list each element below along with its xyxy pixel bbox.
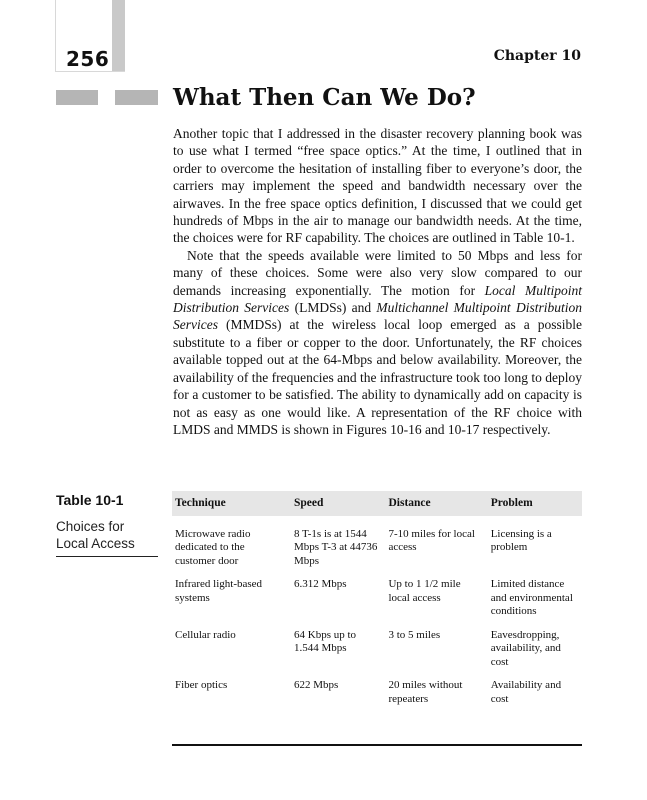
paragraph-1: Another topic that I addressed in the disaster recovery planning book was to use what I termed “free space optics.” At the time, I outlined that in order to overcome the hesitation of installing fiber to everyone’s door, the carriers may implement the speed and bandwidth necessary over the airwaves. In the free space optics definition, I discussed that we could get hundreds of Mbps in the air to manage our bandwidth needs. At the time, the choices were for RF capability. The choices are outlined in Table 10-1.: [173, 126, 582, 246]
page-tab-bar: [112, 0, 125, 72]
table-cell: Licensing is a problem: [490, 527, 552, 553]
mmds-term: Multichannel Multipoint Distribution Services: [173, 300, 582, 333]
table-cell: Infrared light-based systems: [175, 578, 263, 604]
table-row: [172, 578, 582, 619]
table-cell: 6.312 Mbps: [294, 578, 347, 590]
table-header-row: [172, 491, 582, 516]
page-tab-line: [55, 0, 56, 72]
header-distance: Distance: [385, 491, 487, 516]
header-problem: Problem: [488, 491, 582, 516]
page-tab-rule: [55, 71, 125, 72]
table-cell: 622 Mbps: [294, 679, 339, 691]
table-row: [172, 679, 582, 706]
table-cell: 7-10 miles for local access: [388, 527, 475, 553]
header-technique: Technique: [172, 491, 291, 516]
table-row: [172, 528, 582, 569]
table-cell: 20 miles without repeaters: [388, 679, 463, 705]
chapter-label: Chapter 10: [493, 48, 581, 64]
decorative-bar: [115, 90, 158, 105]
page-number: 256: [66, 47, 110, 71]
table-cell: Microwave radio dedicated to the customer door: [175, 527, 251, 567]
table-cell: 64 Kbps up to 1.544 Mbps: [294, 628, 357, 654]
lmds-term: Local Multipoint Distribution Services: [173, 282, 583, 316]
section-title: What Then Can We Do?: [173, 84, 476, 111]
table-caption: Choices for Local Access: [56, 518, 158, 557]
decorative-bar: [56, 90, 98, 105]
choices-table: [172, 491, 582, 706]
table-row: [172, 629, 582, 670]
table-cell: 3 to 5 miles: [388, 628, 441, 641]
table-label: Table 10-1: [56, 492, 124, 508]
table-cell: Eavesdropping, availability, and cost: [490, 628, 561, 668]
table-cell: Cellular radio: [175, 628, 236, 641]
body-text: [173, 125, 582, 438]
table-cell: Fiber optics: [175, 679, 228, 691]
table-cell: Limited distance and environmental conditions: [490, 578, 573, 617]
header-speed: Speed: [291, 491, 385, 516]
table-cell: Up to 1 1/2 mile local access: [388, 578, 461, 604]
table-cell: 8 T-1s is at 1544 Mbps T-3 at 44736 Mbps: [294, 527, 378, 567]
paragraph-2: Note that the speeds available were limited to 50 Mbps and less for many of these choices. Some were also very slow compared to our demands increasing exponentially. The motion for Local Multipoint Distribution Services (LMDSs) and Multichannel Multipoint Distribution Services (MMDSs) at the wireless local loop emerged as a possible substitute to a fiber or copper to the door. Unfortunately, the RF choices available topped out at the 64-Mbps and below availability. Moreover, the availability of the frequencies and the infrastructure took too long to deploy for a customer to be satisfied. The ability to dynamically add on capacity is not as easy as one would like. A representation of the RF choice with LMDS and MMDS is shown in Figures 10-16 and 10-17 respectively.: [173, 247, 583, 437]
table-cell: Availability and cost: [490, 679, 562, 705]
table-bottom-rule: [172, 744, 582, 746]
